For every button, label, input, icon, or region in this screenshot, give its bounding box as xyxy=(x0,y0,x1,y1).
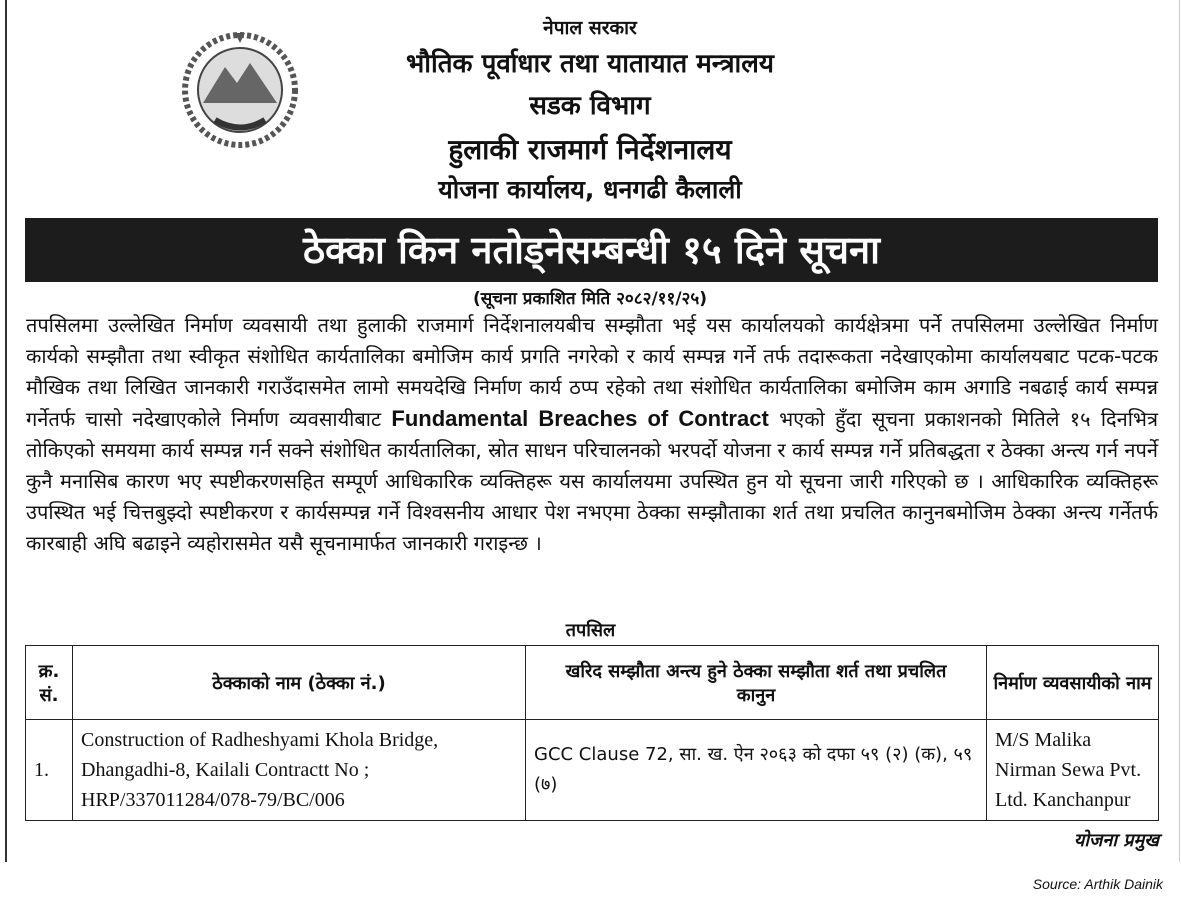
schedule-heading: तपसिल xyxy=(565,620,616,641)
ministry-name: भौतिक पूर्वाधार तथा यातायात मन्त्रालय xyxy=(405,49,775,79)
cell-sn: 1. xyxy=(26,720,73,821)
body-text-2: भएको हुँदा सूचना प्रकाशनको मितिले १५ दिनभित्र तोकिएको समयमा कार्य सम्पन्न गर्न सक्ने संशोधित कार्यतालिका, स्रोत साधन परिचालनको भरपर्दो योजना र कार्य सम्पन्न गर्ने प्रतिबद्धता र ठेक्का अन्त्य गर्न नपर्ने कुनै मनासिब कारण भए स्पष्टीकरणसहित सम्पूर्ण आधिकारिक व्यक्तिहरू यस कार्यालयमा उपस्थित हुन यो सूचना जारी गरिएको छ । आधिकारिक व्यक्तिहरू उपस्थित भई चित्तबुझ्दो स्पष्टीकरण र कार्यसम्पन्न गर्ने विश्वसनीय आधार पेश नभएमा ठेक्का सम्झौताका शर्त तथा प्रचलित कानुनबमोजिम ठेक्का अन्त्य गर्नेतर्फ कारबाही अघि बढाइने व्यहोरासमेत यसै सूचनामार्फत जानकारी गराइन्छ । xyxy=(26,407,1159,555)
cell-contract-name: Construction of Radheshyami Khola Bridge, Dhangadhi-8, Kailali Contractt No ; HRP/337011284/078-79/BC/006 xyxy=(73,720,526,821)
col-terms: खरिद सम्झौता अन्त्य हुने ठेक्का सम्झौता शर्त तथा प्रचलित कानुन xyxy=(526,646,987,720)
body-text-1: तपसिलमा उल्लेखित निर्माण व्यवसायी तथा हुलाकी राजमार्ग निर्देशनालयबीच सम्झौता भई यस कार्यालयको कार्यक्षेत्रमा पर्ने तपसिलमा उल्लेखित निर्माण कार्यको सम्झौता तथा स्वीकृत संशोधित कार्यतालिका बमोजिम कार्य प्रगति नगरेको र कार्य सम्पन्न गर्ने तर्फ तदारूकता नदेखाएकोमा कार्यालयबाट पटक-पटक मौखिक तथा लिखित जानकारी गराउँदासमेत लामो समयदेखि निर्माण कार्य ठप्प रहेको तथा संशोधित कार्यतालिका बमोजिम काम अगाडि नबढाई कार्य सम्पन्न गर्नेतर्फ चासो नदेखाएकोले निर्माण व्यवसायीबाट xyxy=(26,313,1158,431)
signature: योजना प्रमुख xyxy=(1073,830,1159,851)
col-sn: क्र. सं. xyxy=(26,646,73,720)
directorate-name: हुलाकी राजमार्ग निर्देशनालय xyxy=(448,133,732,166)
body-bold-text: Fundamental Breaches of Contract xyxy=(391,406,769,431)
published-date: (सूचना प्रकाशित मिति २०८२/११/२५) xyxy=(472,289,707,309)
notice-body xyxy=(26,310,1158,559)
department-name: सडक विभाग xyxy=(529,91,651,121)
notice-title: ठेक्का किन नतोड्नेसम्बन्धी १५ दिने सूचना xyxy=(25,218,1158,282)
col-contract-name: ठेक्काको नाम (ठेक्का नं.) xyxy=(73,646,526,720)
table-header-row xyxy=(26,646,1159,720)
contract-table xyxy=(25,645,1159,821)
nepal-emblem-icon xyxy=(175,25,305,155)
col-contractor: निर्माण व्यवसायीको नाम xyxy=(987,646,1159,720)
cell-contractor: M/S Malika Nirman Sewa Pvt. Ltd. Kanchanpur xyxy=(987,720,1159,821)
office-name: योजना कार्यालय, धनगढी कैलाली xyxy=(438,175,742,204)
cell-terms: GCC Clause 72, सा. ख. ऐन २०६३ को दफा ५९ (२) (क), ५९ (७) xyxy=(526,720,987,821)
source-credit: Source: Arthik Dainik xyxy=(1032,876,1163,892)
table-row xyxy=(26,720,1159,821)
government-name: नेपाल सरकार xyxy=(543,17,637,39)
